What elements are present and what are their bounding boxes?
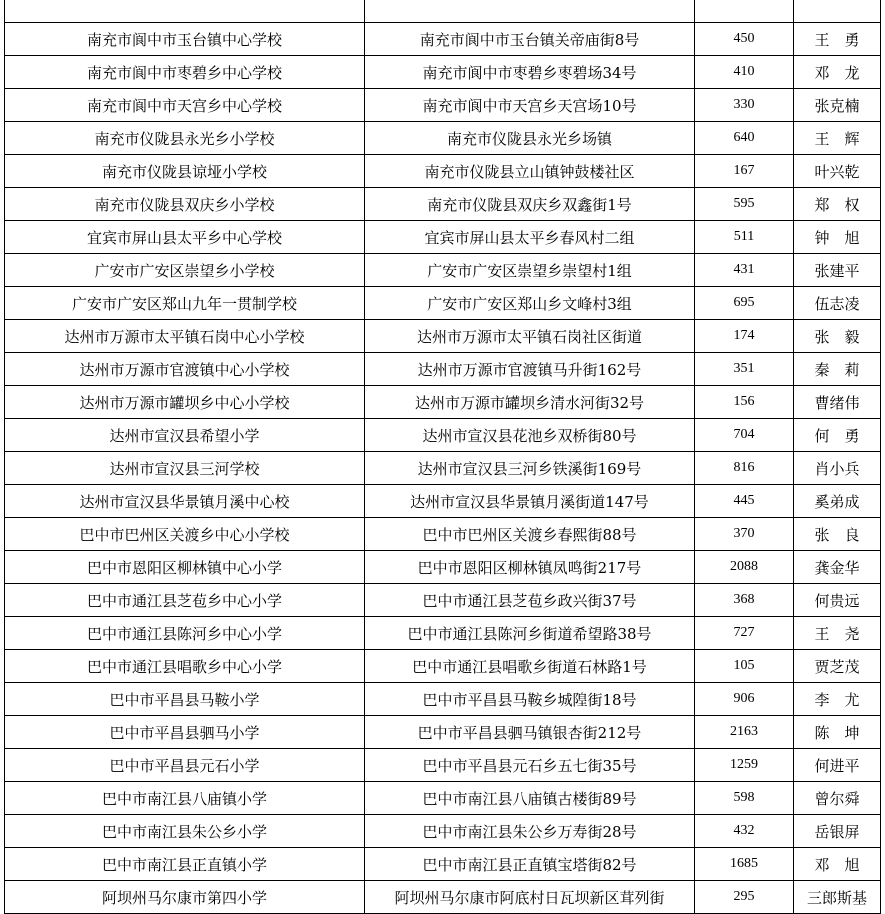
table-row — [5, 419, 881, 452]
school-name-cell: 巴中市通江县芝苞乡中心小学 — [5, 584, 365, 617]
student-count-cell: 727 — [695, 617, 794, 650]
table-row — [5, 551, 881, 584]
student-count-cell: 445 — [695, 485, 794, 518]
table-row — [5, 320, 881, 353]
school-name-cell: 巴中市平昌县元石小学 — [5, 749, 365, 782]
table-row — [5, 155, 881, 188]
table-row — [5, 650, 881, 683]
student-count-cell: 431 — [695, 254, 794, 287]
student-count-cell: 695 — [695, 287, 794, 320]
table-row — [5, 815, 881, 848]
principal-name-cell: 龚金华 — [794, 551, 881, 584]
principal-name-cell: 贾芝茂 — [794, 650, 881, 683]
student-count-cell: 640 — [695, 122, 794, 155]
school-address-cell: 达州市宣汉县花池乡双桥街80号 — [365, 419, 695, 452]
principal-name-cell: 张建平 — [794, 254, 881, 287]
student-count-cell: 167 — [695, 155, 794, 188]
school-address-cell: 南充市仪陇县永光乡场镇 — [365, 122, 695, 155]
table-row — [5, 56, 881, 89]
student-count-cell: 370 — [695, 518, 794, 551]
school-table — [4, 0, 881, 914]
principal-name-cell: 张 良 — [794, 518, 881, 551]
table-row — [5, 782, 881, 815]
table-row — [5, 881, 881, 914]
table-row — [5, 221, 881, 254]
student-count-cell: 368 — [695, 584, 794, 617]
school-name-cell: 南充市阆中市玉台镇中心学校 — [5, 23, 365, 56]
school-name-cell: 阿坝州马尔康市第四小学 — [5, 881, 365, 914]
table-row — [5, 254, 881, 287]
table-row — [5, 485, 881, 518]
table-row — [5, 683, 881, 716]
principal-name-cell: 何进平 — [794, 749, 881, 782]
school-name-cell: 巴中市通江县陈河乡中心小学 — [5, 617, 365, 650]
school-list-document — [4, 0, 880, 914]
school-address-cell: 巴中市通江县芝苞乡政兴街37号 — [365, 584, 695, 617]
principal-name-cell: 邓 旭 — [794, 848, 881, 881]
principal-name-cell: 叶兴乾 — [794, 155, 881, 188]
school-address-cell — [365, 0, 695, 23]
school-name-cell: 巴中市平昌县驷马小学 — [5, 716, 365, 749]
school-address-cell: 巴中市巴州区关渡乡春熙街88号 — [365, 518, 695, 551]
school-address-cell: 广安市广安区崇望乡崇望村1组 — [365, 254, 695, 287]
student-count-cell: 2088 — [695, 551, 794, 584]
school-address-cell: 巴中市南江县朱公乡万寿街28号 — [365, 815, 695, 848]
principal-name-cell: 王 辉 — [794, 122, 881, 155]
school-address-cell: 巴中市南江县正直镇宝塔街82号 — [365, 848, 695, 881]
school-name-cell: 南充市仪陇县永光乡小学校 — [5, 122, 365, 155]
table-row — [5, 617, 881, 650]
principal-name-cell: 王 尧 — [794, 617, 881, 650]
principal-name-cell: 肖小兵 — [794, 452, 881, 485]
table-row — [5, 848, 881, 881]
school-name-cell: 巴中市南江县正直镇小学 — [5, 848, 365, 881]
principal-name-cell: 曾尔舜 — [794, 782, 881, 815]
school-name-cell: 达州市宣汉县希望小学 — [5, 419, 365, 452]
school-name-cell: 南充市仪陇县双庆乡小学校 — [5, 188, 365, 221]
student-count-cell: 432 — [695, 815, 794, 848]
school-name-cell: 巴中市南江县八庙镇小学 — [5, 782, 365, 815]
school-address-cell: 达州市万源市太平镇石岗社区街道 — [365, 320, 695, 353]
principal-name-cell: 奚弟成 — [794, 485, 881, 518]
school-name-cell: 巴中市恩阳区柳林镇中心小学 — [5, 551, 365, 584]
school-name-cell: 巴中市南江县朱公乡小学 — [5, 815, 365, 848]
student-count-cell: 295 — [695, 881, 794, 914]
principal-name-cell: 郑 权 — [794, 188, 881, 221]
student-count-cell: 1685 — [695, 848, 794, 881]
school-address-cell: 南充市仪陇县双庆乡双鑫街1号 — [365, 188, 695, 221]
school-name-cell: 巴中市巴州区关渡乡中心小学校 — [5, 518, 365, 551]
school-address-cell: 巴中市通江县陈河乡街道希望路38号 — [365, 617, 695, 650]
table-row — [5, 188, 881, 221]
student-count-cell: 410 — [695, 56, 794, 89]
school-name-cell: 南充市仪陇县谅垭小学校 — [5, 155, 365, 188]
principal-name-cell: 岳银屏 — [794, 815, 881, 848]
table-row — [5, 122, 881, 155]
school-address-cell: 达州市宣汉县三河乡铁溪街169号 — [365, 452, 695, 485]
table-row — [5, 287, 881, 320]
principal-name-cell: 陈 坤 — [794, 716, 881, 749]
school-address-cell: 巴中市通江县唱歌乡街道石林路1号 — [365, 650, 695, 683]
table-row — [5, 89, 881, 122]
school-address-cell: 巴中市恩阳区柳林镇凤鸣街217号 — [365, 551, 695, 584]
table-row — [5, 353, 881, 386]
table-row — [5, 0, 881, 23]
school-address-cell: 南充市仪陇县立山镇钟鼓楼社区 — [365, 155, 695, 188]
school-address-cell: 阿坝州马尔康市阿底村日瓦坝新区茸列街 — [365, 881, 695, 914]
principal-name-cell: 李 尤 — [794, 683, 881, 716]
student-count-cell: 2163 — [695, 716, 794, 749]
school-name-cell: 宜宾市屏山县太平乡中心学校 — [5, 221, 365, 254]
school-name-cell: 广安市广安区崇望乡小学校 — [5, 254, 365, 287]
school-address-cell: 南充市阆中市天宫乡天宫场10号 — [365, 89, 695, 122]
table-body — [5, 0, 881, 914]
school-name-cell: 巴中市通江县唱歌乡中心小学 — [5, 650, 365, 683]
principal-name-cell: 三郎斯基 — [794, 881, 881, 914]
principal-name-cell: 钟 旭 — [794, 221, 881, 254]
principal-name-cell — [794, 0, 881, 23]
school-address-cell: 南充市阆中市枣碧乡枣碧场34号 — [365, 56, 695, 89]
student-count-cell: 704 — [695, 419, 794, 452]
school-address-cell: 南充市阆中市玉台镇关帝庙街8号 — [365, 23, 695, 56]
school-name-cell: 达州市万源市官渡镇中心小学校 — [5, 353, 365, 386]
school-address-cell: 巴中市平昌县元石乡五七街35号 — [365, 749, 695, 782]
school-address-cell: 达州市宣汉县华景镇月溪街道147号 — [365, 485, 695, 518]
student-count-cell: 511 — [695, 221, 794, 254]
principal-name-cell: 邓 龙 — [794, 56, 881, 89]
school-address-cell: 达州市万源市罐坝乡清水河街32号 — [365, 386, 695, 419]
student-count-cell: 598 — [695, 782, 794, 815]
school-address-cell: 达州市万源市官渡镇马升街162号 — [365, 353, 695, 386]
principal-name-cell: 何贵远 — [794, 584, 881, 617]
school-address-cell: 巴中市平昌县驷马镇银杏街212号 — [365, 716, 695, 749]
school-name-cell: 达州市宣汉县华景镇月溪中心校 — [5, 485, 365, 518]
student-count-cell: 595 — [695, 188, 794, 221]
school-address-cell: 宜宾市屏山县太平乡春风村二组 — [365, 221, 695, 254]
student-count-cell: 816 — [695, 452, 794, 485]
school-name-cell: 南充市阆中市天宫乡中心学校 — [5, 89, 365, 122]
principal-name-cell: 何 勇 — [794, 419, 881, 452]
table-row — [5, 749, 881, 782]
school-name-cell: 南充市阆中市枣碧乡中心学校 — [5, 56, 365, 89]
school-address-cell: 巴中市平昌县马鞍乡城隍街18号 — [365, 683, 695, 716]
student-count-cell: 906 — [695, 683, 794, 716]
table-row — [5, 23, 881, 56]
principal-name-cell: 秦 莉 — [794, 353, 881, 386]
principal-name-cell: 张 毅 — [794, 320, 881, 353]
table-row — [5, 518, 881, 551]
student-count-cell: 450 — [695, 23, 794, 56]
table-row — [5, 386, 881, 419]
student-count-cell: 351 — [695, 353, 794, 386]
school-name-cell: 达州市万源市罐坝乡中心小学校 — [5, 386, 365, 419]
principal-name-cell: 曹绪伟 — [794, 386, 881, 419]
student-count-cell: 1259 — [695, 749, 794, 782]
school-name-cell: 巴中市平昌县马鞍小学 — [5, 683, 365, 716]
school-name-cell: 达州市宣汉县三河学校 — [5, 452, 365, 485]
school-address-cell: 广安市广安区郑山乡文峰村3组 — [365, 287, 695, 320]
student-count-cell: 156 — [695, 386, 794, 419]
student-count-cell: 105 — [695, 650, 794, 683]
student-count-cell — [695, 0, 794, 23]
principal-name-cell: 伍志凌 — [794, 287, 881, 320]
student-count-cell: 330 — [695, 89, 794, 122]
table-row — [5, 716, 881, 749]
school-name-cell: 达州市万源市太平镇石岗中心小学校 — [5, 320, 365, 353]
student-count-cell: 174 — [695, 320, 794, 353]
school-address-cell: 巴中市南江县八庙镇古楼街89号 — [365, 782, 695, 815]
table-row — [5, 452, 881, 485]
table-row — [5, 584, 881, 617]
principal-name-cell: 张克楠 — [794, 89, 881, 122]
principal-name-cell: 王 勇 — [794, 23, 881, 56]
school-name-cell — [5, 0, 365, 23]
school-name-cell: 广安市广安区郑山九年一贯制学校 — [5, 287, 365, 320]
